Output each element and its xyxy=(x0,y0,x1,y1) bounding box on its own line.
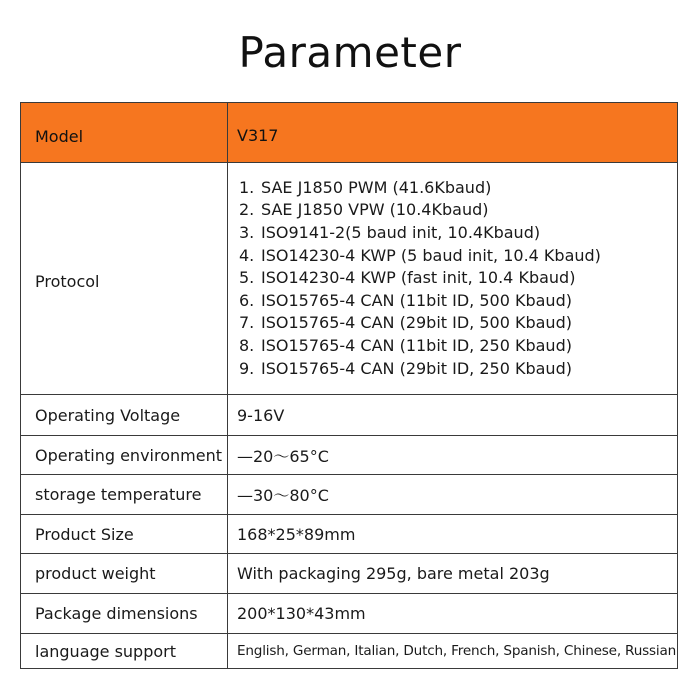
operating-environment-value: —20～65°C xyxy=(228,436,678,475)
model-label: Model xyxy=(21,103,228,163)
product-weight-value: With packaging 295g, bare metal 203g xyxy=(228,554,678,594)
product-size-row xyxy=(21,515,678,554)
protocol-row xyxy=(21,163,678,395)
operating-voltage-label: Operating Voltage xyxy=(21,395,228,436)
model-value: V317 xyxy=(228,103,678,163)
protocol-item: 5. ISO14230-4 KWP (fast init, 10.4 Kbaud) xyxy=(239,268,576,288)
protocol-item: 4. ISO14230-4 KWP (5 baud init, 10.4 Kbaud) xyxy=(239,245,601,265)
package-dimensions-label: Package dimensions xyxy=(21,594,228,634)
package-dimensions-row xyxy=(21,594,678,634)
product-weight-row xyxy=(21,554,678,594)
protocol-item: 7. ISO15765-4 CAN (29bit ID, 500 Kbaud) xyxy=(239,313,572,333)
table-header-row xyxy=(21,103,678,163)
storage-temperature-value: —30～80°C xyxy=(228,475,678,515)
operating-voltage-row xyxy=(21,395,678,436)
protocol-value xyxy=(228,163,678,395)
storage-temperature-label: storage temperature xyxy=(21,475,228,515)
storage-temperature-row xyxy=(21,475,678,515)
protocol-item: 2. SAE J1850 VPW (10.4Kbaud) xyxy=(239,200,489,220)
protocol-item: 3. ISO9141-2(5 baud init, 10.4Kbaud) xyxy=(239,223,541,243)
operating-environment-row xyxy=(21,436,678,475)
language-support-label: language support xyxy=(21,634,228,669)
parameter-table xyxy=(20,102,678,669)
protocol-item: 9. ISO15765-4 CAN (29bit ID, 250 Kbaud) xyxy=(239,358,572,378)
product-size-label: Product Size xyxy=(21,515,228,554)
package-dimensions-value: 200*130*43mm xyxy=(228,594,678,634)
operating-environment-label: Operating environment xyxy=(21,436,228,475)
language-support-row xyxy=(21,634,678,669)
page-title: Parameter xyxy=(238,28,462,77)
protocol-item: 8. ISO15765-4 CAN (11bit ID, 250 Kbaud) xyxy=(239,335,572,355)
product-weight-label: product weight xyxy=(21,554,228,594)
protocol-item: 6. ISO15765-4 CAN (11bit ID, 500 Kbaud) xyxy=(239,290,572,310)
protocol-label: Protocol xyxy=(21,163,228,395)
protocol-item: 1. SAE J1850 PWM (41.6Kbaud) xyxy=(239,177,492,197)
language-support-value: English, German, Italian, Dutch, French, Spanish, Chinese, Russian xyxy=(228,634,678,669)
operating-voltage-value: 9-16V xyxy=(228,395,678,436)
protocol-list xyxy=(237,177,677,380)
product-size-value: 168*25*89mm xyxy=(228,515,678,554)
